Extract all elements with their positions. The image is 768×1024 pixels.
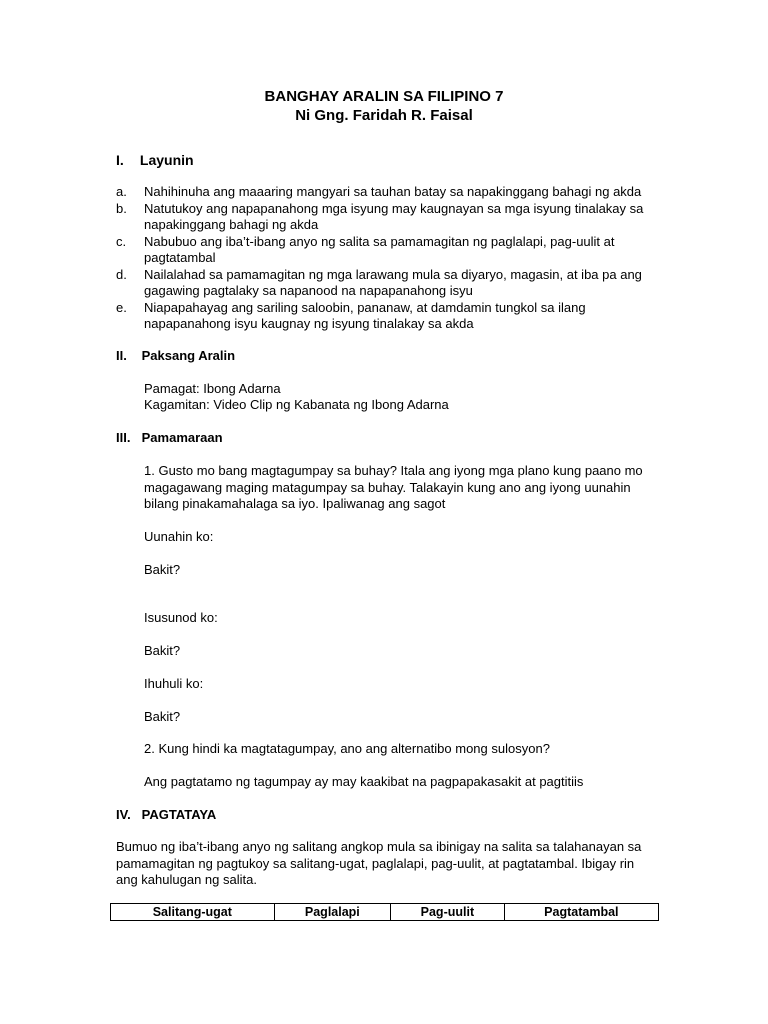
bakit-label-1: Bakit? [144,562,181,577]
section-title: Pamamaraan [141,430,223,445]
section-title: Layunin [139,152,194,168]
list-item [116,201,646,234]
pamagat-line: Pamagat: Ibong Adarna [144,381,281,396]
tagumpay-statement: Ang pagtatamo ng tagumpay ay may kaakibat na pagpapakasakit at pagtitiis [144,774,584,789]
table-header-cell: Paglalapi [274,904,390,921]
list-item-text: Nahihinuha ang maaaring mangyari sa tauhan batay sa napakinggang bahagi ng akda [144,184,642,199]
ihuhuli-label: Ihuhuli ko: [144,676,204,691]
list-item-text: Natutukoy ang napapanahong mga isyung may kaugnayan sa mga isyung tinalakay sa napakinggang bahagi ng akda [144,200,644,232]
section-title: PAGTATAYA [141,807,217,822]
section-number: IV. [116,807,131,822]
section-heading-pagtataya [116,807,216,822]
document-title: BANGHAY ARALIN SA FILIPINO 7 [264,88,504,105]
list-letter: e. [116,299,127,315]
document-author: Ni Gng. Faridah R. Faisal [295,107,473,124]
table-header-cell: Pag-uulit [391,904,505,921]
question-1: 1. Gusto mo bang magtagumpay sa buhay? Itala ang iyong mga plano kung paano mo magagawang maging matagumpay sa buhay. Talakayin kung ano ang iyong uunahin bilang pinakamahalaga sa iyo. Ipaliwanag ang sagot [144,463,643,511]
section-heading-layunin [116,152,194,168]
list-letter: c. [116,233,127,249]
list-item-text: Niapapahayag ang sariling saloobin, pananaw, at damdamin tungkol sa ilang napapanahong isyu kaugnay ng isyung tinalakay sa akda [144,299,586,331]
table-header-row [111,904,659,921]
table-header-cell: Pagtatambal [504,904,658,921]
section-heading-paksang-aralin [116,348,235,363]
table-header-cell: Salitang-ugat [111,904,275,921]
list-item [116,300,646,333]
section-number: III. [116,430,131,445]
kagamitan-line: Kagamitan: Video Clip ng Kabanata ng Ibong Adarna [144,397,449,412]
list-item-text: Nailalahad sa pamamagitan ng mga larawang mula sa diyaryo, magasin, at iba pa ang gagawing pagtalaky sa napanood na napapanahong isyu [144,266,642,298]
list-letter: d. [116,266,127,282]
list-item-text: Nabubuo ang iba’t-ibang anyo ng salita sa pamamagitan ng paglalapi, pag-uulit at pagtatambal [144,233,615,265]
list-letter: b. [116,200,127,216]
section-number: I. [116,152,124,168]
word-forms-table [110,903,659,921]
list-item [116,267,646,300]
bakit-label-3: Bakit? [144,709,181,724]
objectives-list [116,184,646,333]
list-item [116,234,646,267]
list-letter: a. [116,184,127,199]
uunahin-label: Uunahin ko: [144,529,214,544]
pagtataya-instructions: Bumuo ng iba’t-ibang anyo ng salitang angkop mula sa ibinigay na salita sa talahanayan sa pamamagitan ng pagtukoy sa salitang-ugat, paglalapi, pag-uulit, at pagtatambal. Ibigay rin ang kahulugan ng salita. [116,839,642,887]
bakit-label-2: Bakit? [144,643,181,658]
section-heading-pamamaraan [116,430,223,445]
question-2: 2. Kung hindi ka magtatagumpay, ano ang alternatibo mong sulosyon? [144,741,550,756]
isusunod-label: Isusunod ko: [144,610,218,625]
section-number: II. [116,348,127,363]
section-title: Paksang Aralin [141,348,236,363]
list-item [116,184,646,201]
